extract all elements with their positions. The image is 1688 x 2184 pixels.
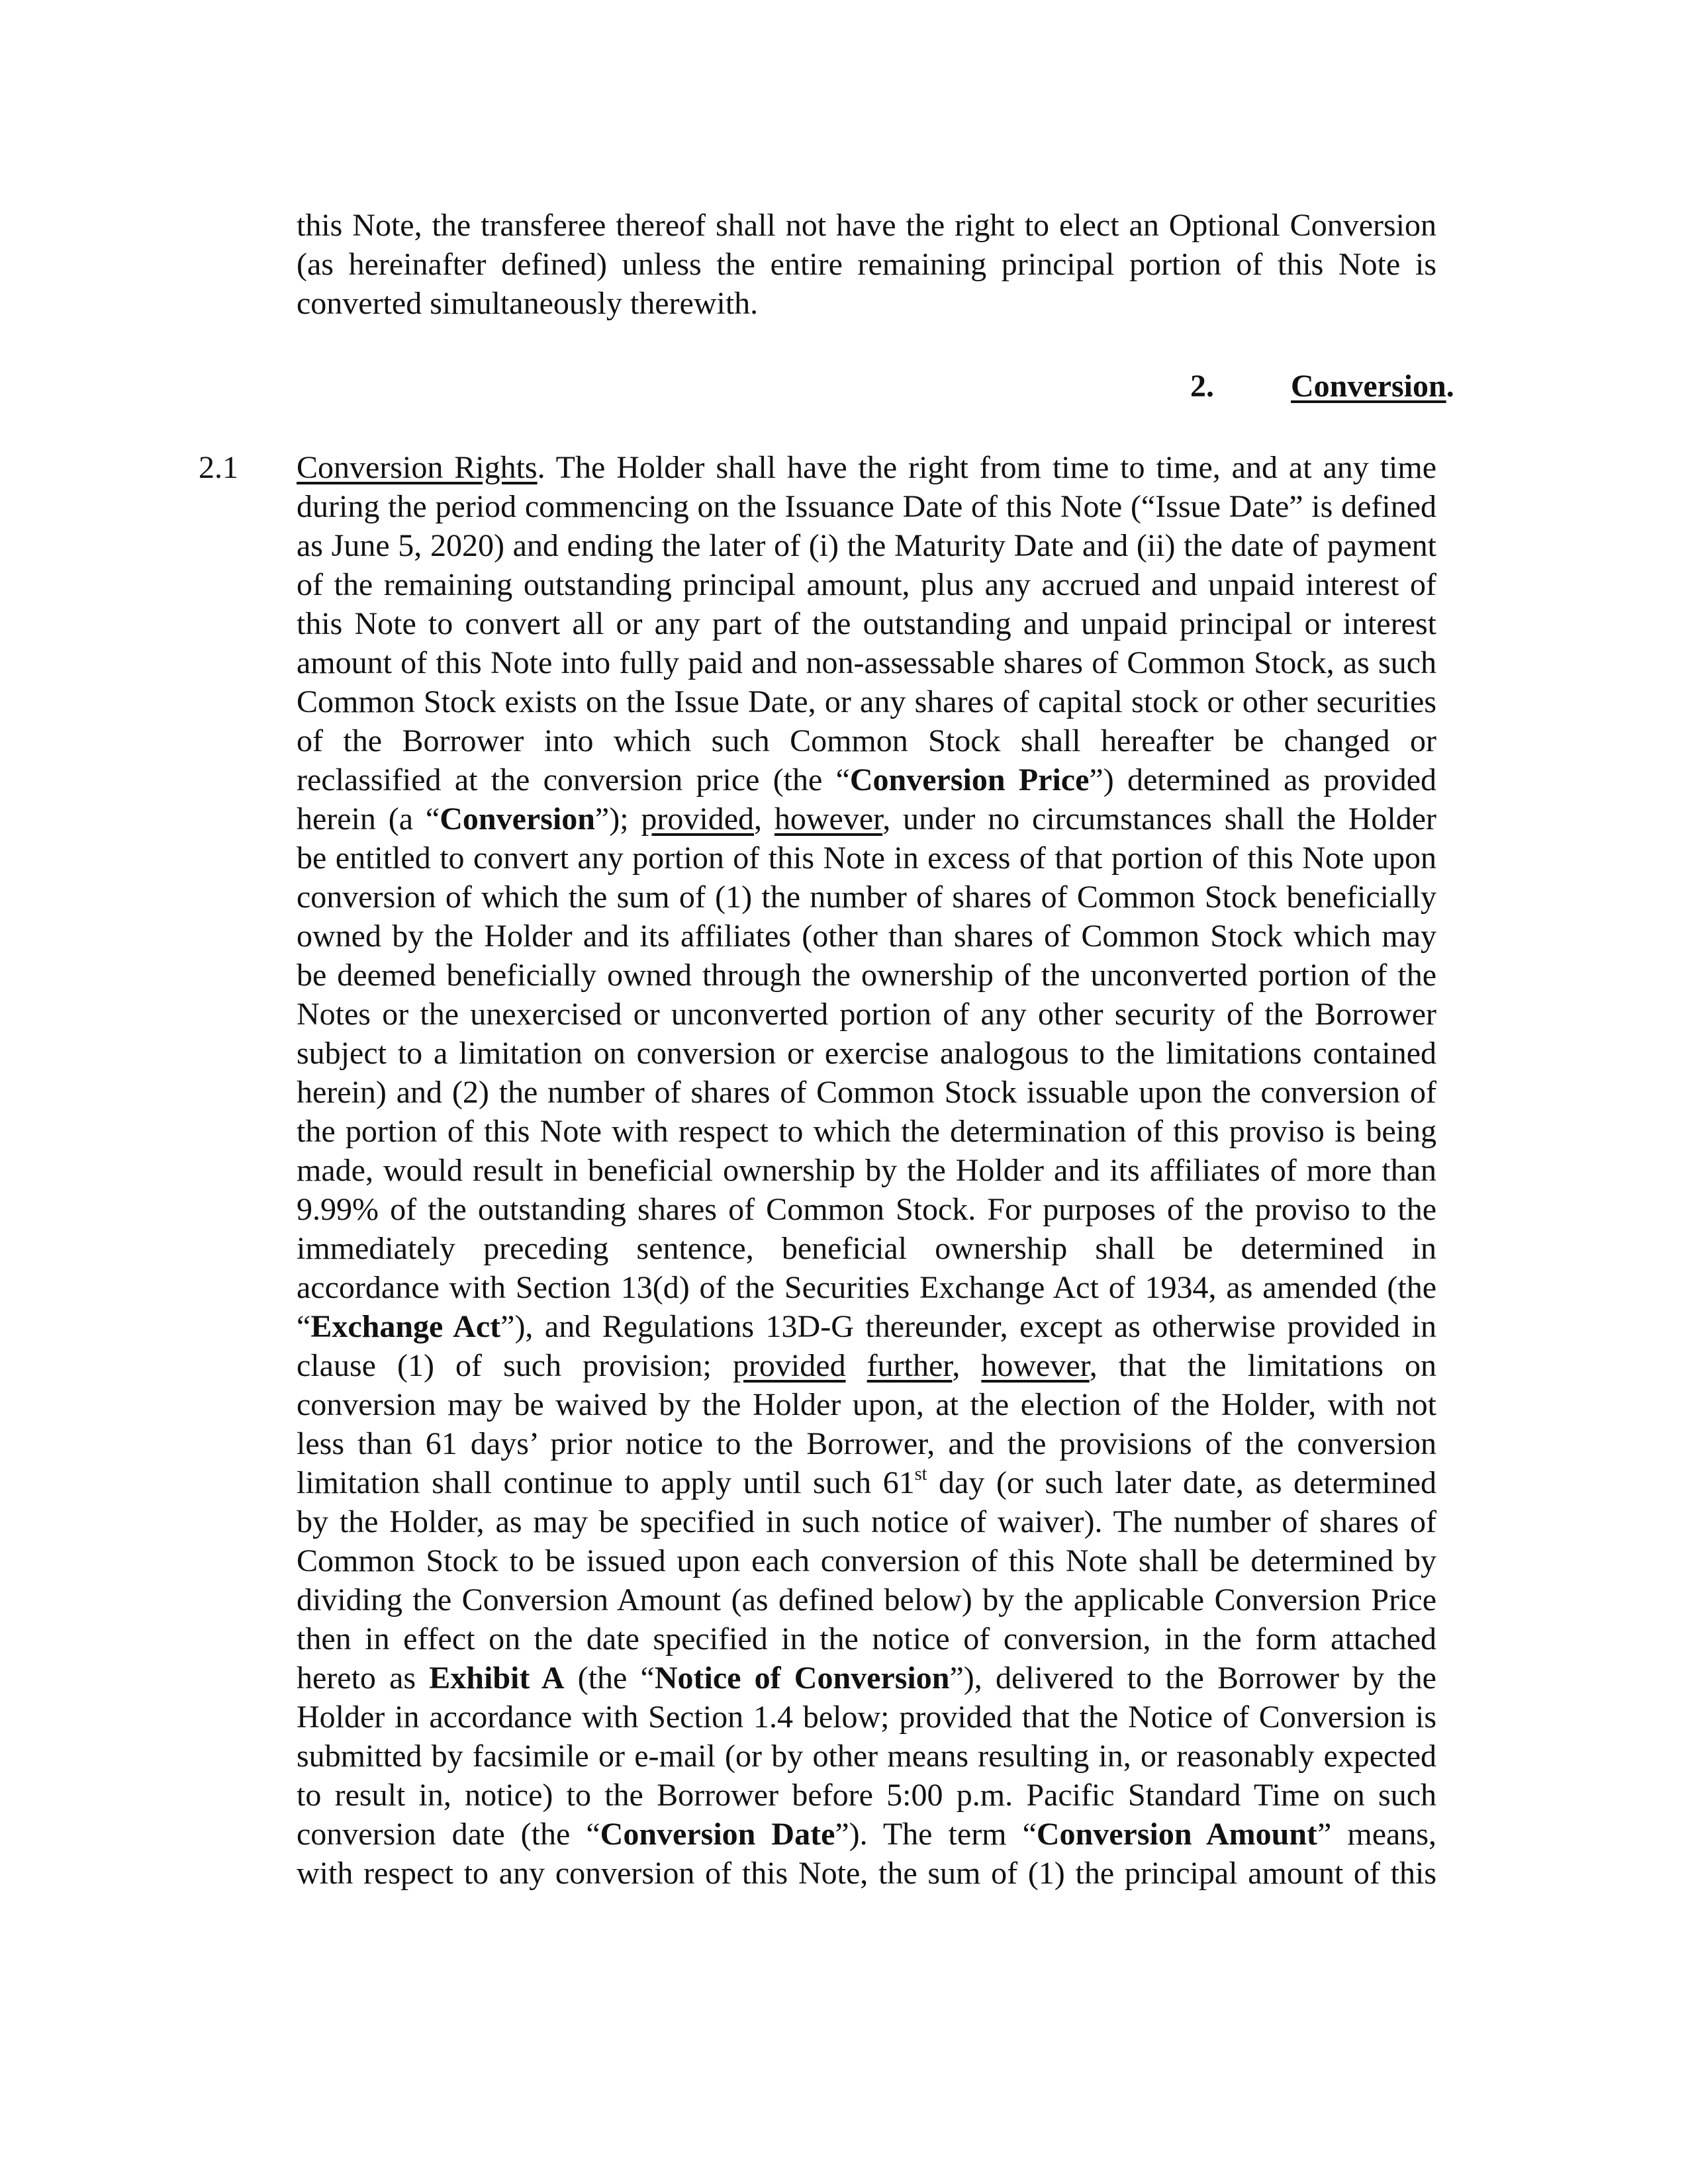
text-line: submitted by facsimile or e-mail (or by other means resulting in, or reasonably expected <box>297 1739 1436 1774</box>
text-line: of the Borrower into which such Common Stock shall hereafter be changed or <box>297 723 1436 758</box>
underlined-text: Conversion Rights <box>297 450 538 485</box>
section-heading-number: 2. <box>1190 369 1214 404</box>
underlined-text: however <box>981 1348 1090 1383</box>
defined-term: Conversion Price <box>849 762 1090 797</box>
text-line: accordance with Section 13(d) of the Securities Exchange Act of 1934, as amended (the <box>297 1270 1436 1305</box>
text-line: during the period commencing on the Issuance Date of this Note (“Issue Date” is defined <box>297 489 1436 524</box>
text-line: to result in, notice) to the Borrower before 5:00 p.m. Pacific Standard Time on such <box>297 1778 1436 1813</box>
text-line: reclassified at the conversion price (the “Conversion Price”) determined as provided <box>297 762 1436 797</box>
underlined-text: provided <box>732 1348 846 1383</box>
text-line: as June 5, 2020) and ending the later of (i) the Maturity Date and (ii) the date of payment <box>297 528 1436 563</box>
text-line: subject to a limitation on conversion or exercise analogous to the limitations contained <box>297 1036 1436 1071</box>
text-line: amount of this Note into fully paid and non-assessable shares of Common Stock, as such <box>297 645 1436 680</box>
text-line: herein) and (2) the number of shares of Common Stock issuable upon the conversion of <box>297 1075 1436 1110</box>
underlined-text: however <box>774 801 883 837</box>
text-line: this Note to convert all or any part of the outstanding and unpaid principal or interest <box>297 606 1436 641</box>
defined-term: Exhibit A <box>429 1661 565 1696</box>
section-heading <box>1190 367 1454 406</box>
text-line: Common Stock exists on the Issue Date, or any shares of capital stock or other securities <box>297 684 1436 719</box>
text-line: hereto as Exhibit A (the “Notice of Conversion”), delivered to the Borrower by the <box>297 1661 1436 1696</box>
text-line: with respect to any conversion of this Note, the sum of (1) the principal amount of this <box>297 1856 1436 1891</box>
text-line: be entitled to convert any portion of this Note in excess of that portion of this Note upon <box>297 841 1436 876</box>
text-line: 9.99% of the outstanding shares of Common Stock. For purposes of the proviso to the <box>297 1192 1436 1227</box>
text-line: immediately preceding sentence, beneficial ownership shall be determined in <box>297 1231 1436 1266</box>
section-heading-period: . <box>1446 369 1454 404</box>
underlined-text: further <box>867 1348 953 1383</box>
text-line: owned by the Holder and its affiliates (other than shares of Common Stock which may <box>297 919 1436 954</box>
text-line: be deemed beneficially owned through the ownership of the unconverted portion of the <box>297 958 1436 993</box>
defined-term: Conversion <box>440 801 595 837</box>
text-line: herein (a “Conversion”); provided, however, under no circumstances shall the Holder <box>297 801 1436 837</box>
text-line: limitation shall continue to apply until such 61st day (or such later date, as determined <box>297 1464 1437 1500</box>
text-line: the portion of this Note with respect to which the determination of this proviso is being <box>297 1114 1436 1149</box>
text-line: less than 61 days’ prior notice to the Borrower, and the provisions of the conversion <box>297 1426 1436 1461</box>
text-line: of the remaining outstanding principal amount, plus any accrued and unpaid interest of <box>297 567 1436 602</box>
text-line: Notes or the unexercised or unconverted portion of any other security of the Borrower <box>297 997 1436 1032</box>
text-line: clause (1) of such provision; provided further, however, that the limitations on <box>297 1348 1436 1383</box>
text-line: (as hereinafter defined) unless the entire remaining principal portion of this Note is <box>297 247 1436 282</box>
text-line: conversion may be waived by the Holder upon, at the election of the Holder, with not <box>297 1387 1436 1422</box>
text-line: then in effect on the date specified in the notice of conversion, in the form attached <box>297 1621 1436 1657</box>
text-line: Common Stock to be issued upon each conversion of this Note shall be determined by <box>297 1543 1436 1578</box>
text-line: made, would result in beneficial ownership by the Holder and its affiliates of more than <box>297 1153 1436 1188</box>
text-line: converted simultaneously therewith. <box>297 286 759 321</box>
section-heading-title: Conversion <box>1291 369 1446 404</box>
superscript: st <box>914 1464 927 1484</box>
text-line: this Note, the transferee thereof shall not have the right to elect an Optional Conversion <box>297 208 1436 243</box>
text-line: dividing the Conversion Amount (as defined below) by the applicable Conversion Price <box>297 1582 1436 1617</box>
text-line: conversion of which the sum of (1) the number of shares of Common Stock beneficially <box>297 880 1436 915</box>
text-line: by the Holder, as may be specified in such notice of waiver). The number of shares of <box>297 1504 1436 1539</box>
underlined-text: provided <box>641 801 754 837</box>
text-line: “Exchange Act”), and Regulations 13D-G thereunder, except as otherwise provided in <box>297 1309 1436 1344</box>
defined-term: Conversion Amount <box>1036 1817 1317 1852</box>
text-line: Conversion Rights. The Holder shall have the right from time to time, and at any time <box>297 450 1437 485</box>
subsection-number: 2.1 <box>199 450 238 485</box>
text-line: Holder in accordance with Section 1.4 below; provided that the Notice of Conversion is <box>297 1700 1436 1735</box>
defined-term: Exchange Act <box>310 1309 501 1344</box>
defined-term: Conversion Date <box>600 1817 835 1852</box>
defined-term: Notice of Conversion <box>654 1661 950 1696</box>
text-line: conversion date (the “Conversion Date”). The term “Conversion Amount” means, <box>297 1817 1436 1852</box>
